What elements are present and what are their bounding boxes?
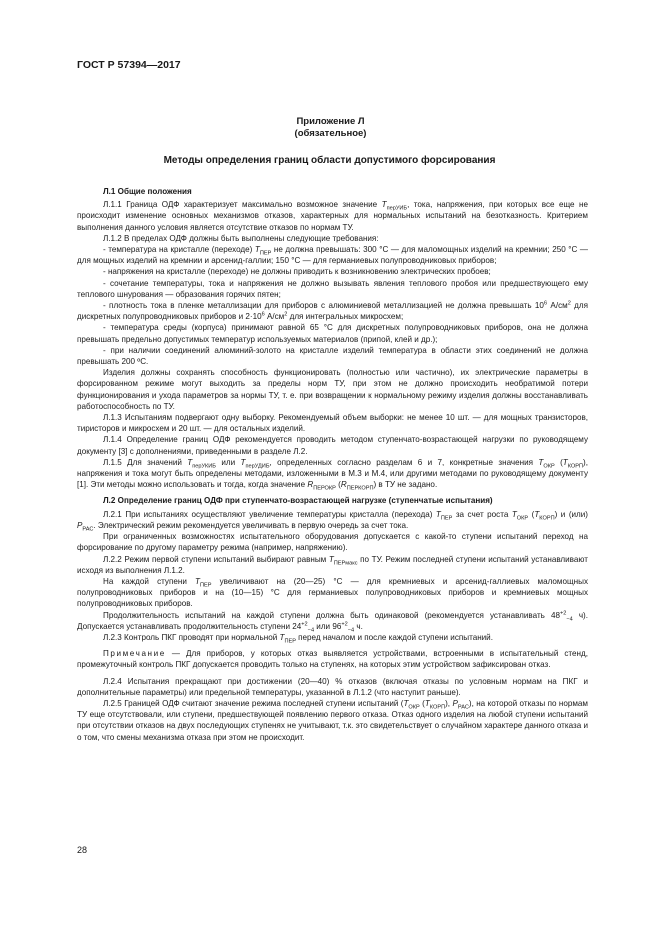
paragraph-l2-1: Л.2.1 При испытаниях осуществляют увеличение температуры кристалла (перехода) $T_{ПЕР}$ за счет роста $T_{ОКР}$ $(T_{КОРП})$ и (или) $P_{РАС}$. Электрический режим рекомендуется увеличивать в первую очередь за счет тока.: [77, 509, 588, 533]
appendix-label: Приложение Л: [296, 116, 365, 127]
paragraph-capability: Изделия должны сохранять способность функционировать (полностью или частично), их электрические параметры в форсированном режиме могут выходить за пределы норм ТУ, при этом не должно происходить необратимой потери функционирования и ухода параметров за нормы ТУ, т. е. при возвращении к нормальному режиму изделия должны восстанавливать работоспособность по ТУ.: [77, 368, 588, 411]
section-heading-l1: Л.1 Общие положения: [103, 187, 192, 196]
list-item: - плотность тока в пленке металлизации для приборов с алюминиевой металлизацией не должна превышать $10^6$ $А/см^2$ для дискретных полупроводниковых приборов и $2\cdot 10^6$ $А/см^2$ для интегральных микросхем;: [77, 300, 589, 322]
paragraph-l2-3: Л.2.3 Контроль ПКГ проводят при нормальной $T_{ПЕР}$ перед началом и после каждой ступени испытаний.: [103, 632, 493, 645]
paragraph-l1-4: Л.1.4 Определение границ ОДФ рекомендуется проводить методом ступенчато-возрастающей нагрузки по руководящему документу [3] с дополнениями, приведенными в разделе Л.2.: [77, 435, 588, 456]
list-item: - напряжения на кристалле (переходе) не должны приводить к возникновению электрических пробоев;: [103, 267, 491, 277]
list-item: - температура на кристалле (переходе) $T_{ПЕР}$ не должна превышать: 300 °С — для маломощных изделий на кремнии; 250 °С — для мощных изделий на кремнии и арсенид-галлии; 150 °С — для германиевых полупроводниковых приборов;: [77, 245, 588, 266]
paragraph-duration: Продолжительность испытаний на каждой ступени должна быть одинаковой (рекомендуется устанавливать $48^{+2}_{-4}$ ч). Допускается устанавливать продолжительность ступени $24^{+2}_{-4}$ или $96^{+2}_{-4}$ ч.: [77, 609, 588, 634]
paragraph-l2-4: Л.2.4 Испытания прекращают при достижении (20—40) % отказов (включая отказы по условным нормам на ПКГ и дополнительные параметры) или предельной температуры, указанной в Л.1.2 (что наступит раньше).: [77, 676, 588, 697]
document-title: Методы определения границ области допустимого форсирования: [163, 155, 496, 166]
paragraph-step-increase: На каждой ступени $T_{ПЕР}$ увеличивают на (20—25) °С — для кремниевых и арсенид-галлиевых маломощных полупроводниковых приборов и на (10—15) °С для германиевых полупроводниковых приборов и кремниевых мощных полупроводниковых приборов.: [77, 576, 588, 609]
paragraph-l2-2: Л.2.2 Режим первой ступени испытаний выбирают равным $T_{ПЕРмакс}$ по ТУ. Режим последней ступени испытаний устанавливают исходя из выполнения Л.1.2.: [77, 554, 588, 575]
paragraph-equipment: При ограниченных возможностях испытательного оборудования допускается с какой-то ступени испытаний переход на форсирование по другому параметру режима (например, напряжению).: [77, 532, 588, 553]
note-label: Примечание: [103, 649, 166, 659]
list-item: - сочетание температуры, тока и напряжения не должно вызывать явления теплового пробоя или предшествующего ему теплового шнурования — образования горячих пятен;: [77, 278, 588, 299]
page-number: 28: [77, 845, 88, 855]
paragraph-l1-2: Л.1.2 В пределах ОДФ должны быть выполнены следующие требования:: [103, 233, 379, 243]
paragraph-l2-5: Л.2.5 Границей ОДФ считают значение режима последней ступени испытаний ($T_{ОКР}$ $(T_{КОРП})$, $P_{РАС}$), на которой отказы по нормам ТУ еще отсутствовали, или ступени, предшествующей появлению первого отказа. Отказ одного изделия на любой ступени испытаний при отсутствии отказов на двух последующих ступенях не учитывают, т.к. это свидетельствует о случайном характере данного отказа и о том, что смены механизма отказа при этом не происходит.: [77, 698, 588, 742]
appendix-status: (обязательное): [294, 128, 367, 139]
note: Примечание — Для приборов, у которых отказ выявляется устройствами, встроенными в испытательный стенд, промежуточный контроль ПКГ допускается проводить только на ступенях, на которых этим устройством зафиксирован отказ.: [77, 649, 588, 670]
paragraph-l1-1: Л.1.1 Граница ОДФ характеризует максимально возможное значение $T_{перУИБ}$, тока, напряжения, при которых все еще не происходит изменение основных механизмов отказов, характерных для нормальных испытаний на безотказность. Критерием выполнения данного условия является отсутствие отказов по нормам ТУ.: [77, 200, 588, 232]
section-heading-l2: Л.2 Определение границ ОДФ при ступенчато-возрастающей нагрузке (ступенчатые испытания): [103, 496, 493, 506]
document-body: [77, 186, 588, 743]
paragraph-l1-3: Л.1.3 Испытаниям подвергают одну выборку. Рекомендуемый объем выборки: не менее 10 шт. — для мощных транзисторов, тиристоров и микросхем и 20 шт. — для остальных изделий.: [77, 413, 588, 434]
standard-header: ГОСТ Р 57394—2017: [77, 59, 181, 71]
paragraph-l1-5: Л.1.5 Для значений $T_{перУКИБ}$ или $T_{перУДИБ}$, определенных согласно разделам 6 и 7, конкретные значения $T_{ОКР}$ $(T_{КОРП})$, напряжения и тока могут быть определены методами, изложенными в М.3 и М.4, или другими методами по руководящему документу [1]. Эти методы можно использовать и тогда, когда значение $R_{ПЕРОКР}$ $(R_{ПЕРКОРП})$ в ТУ не задано.: [77, 457, 588, 492]
list-item: - температура среды (корпуса) принимают равной 65 °С для дискретных полупроводниковых приборов, она не должна превышать предельно допустимых температур используемых материалов (припой, клей и др.);: [77, 323, 588, 344]
list-item: - при наличии соединений алюминий-золото на кристалле изделий температура в области этих соединений не должна превышать 200 ºС.: [77, 345, 588, 367]
